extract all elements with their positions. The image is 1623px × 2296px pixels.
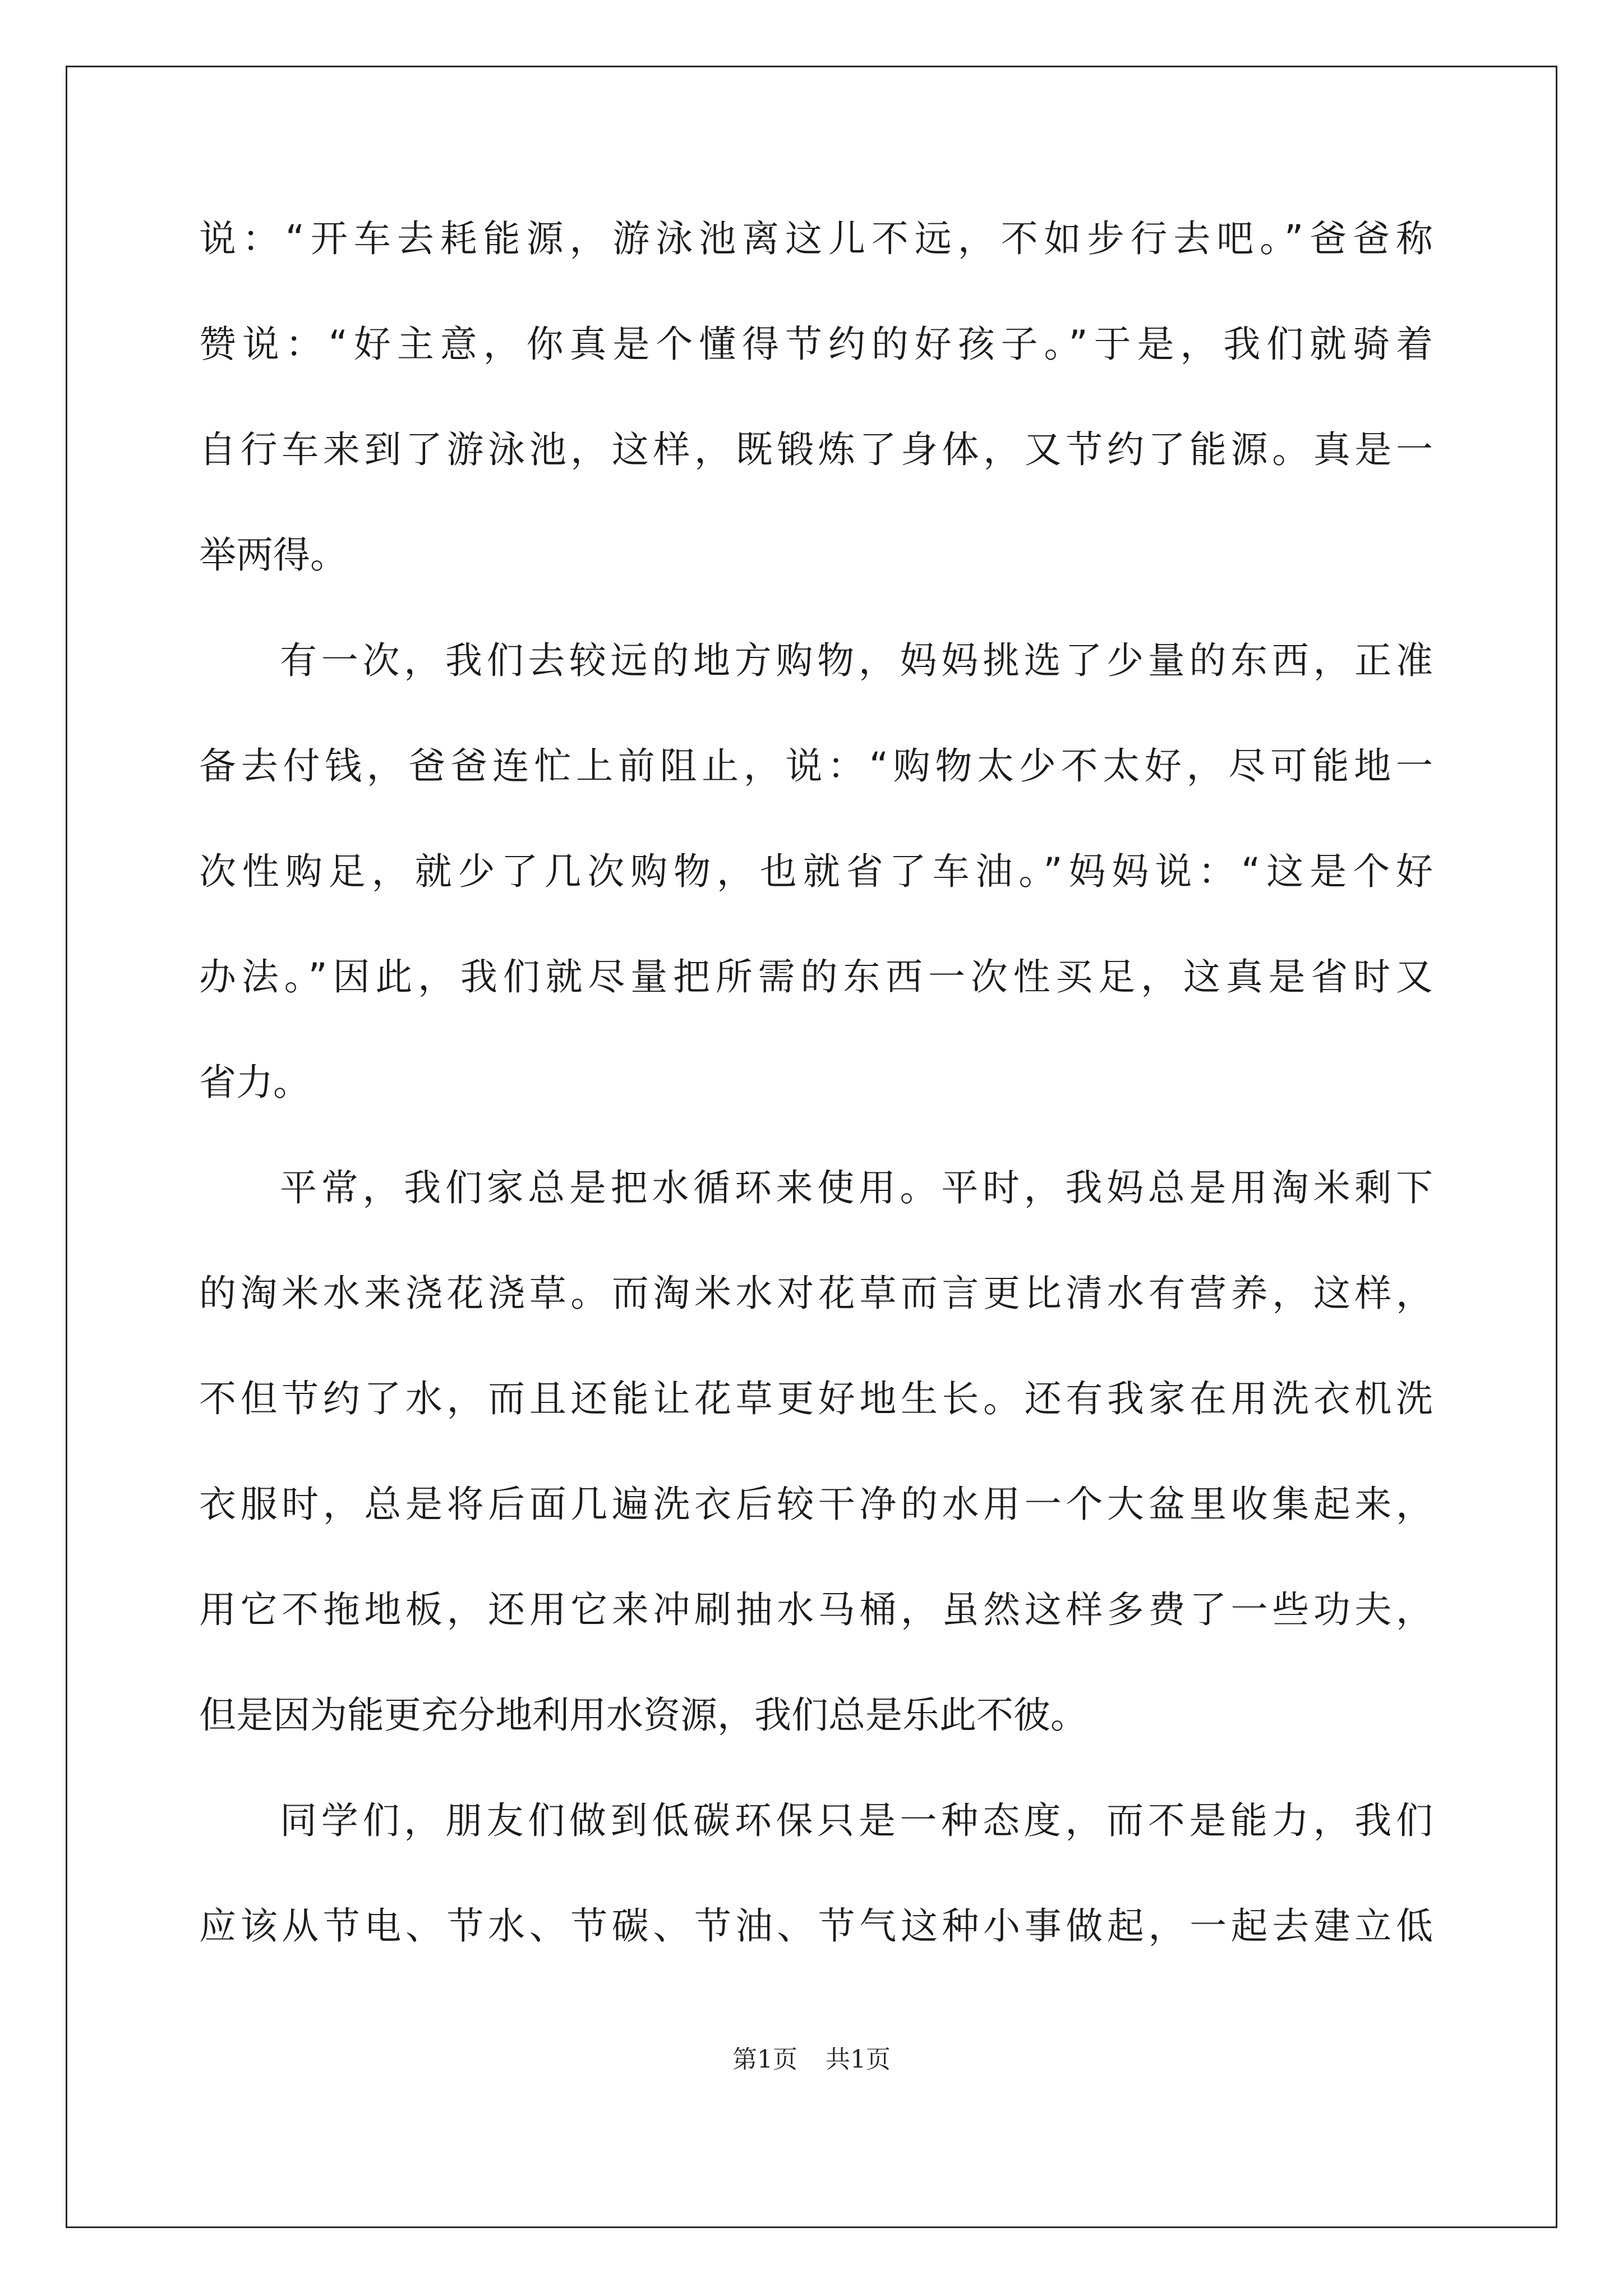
document-body — [199, 219, 1433, 2012]
text-line: 办法。”因此，我们就尽量把所需的东西一次性买足，这真是省时又 — [199, 955, 1433, 999]
page-footer — [0, 2039, 1623, 2075]
page-number: 第1页 — [732, 2045, 797, 2074]
text-line: 举两得。 — [199, 533, 347, 577]
text-line: 不但节约了水，而且还能让花草更好地生长。还有我家在用洗衣机洗 — [199, 1377, 1433, 1420]
text-line: 次性购足，就少了几次购物，也就省了车油。”妈妈说：“这是个好 — [199, 850, 1433, 893]
text-line: 同学们，朋友们做到低碳环保只是一种态度，而不是能力，我们 — [280, 1799, 1433, 1842]
text-line: 用它不拖地板，还用它来冲刷抽水马桶，虽然这样多费了一些功夫， — [199, 1588, 1433, 1631]
text-line: 自行车来到了游泳池，这样，既锻炼了身体，又节约了能源。真是一 — [199, 428, 1433, 471]
text-line: 说：“开车去耗能源，游泳池离这儿不远，不如步行去吧。”爸爸称 — [199, 217, 1433, 260]
text-line: 赞说：“好主意，你真是个懂得节约的好孩子。”于是，我们就骑着 — [199, 323, 1433, 366]
text-line: 省力。 — [199, 1061, 310, 1104]
text-line: 衣服时，总是将后面几遍洗衣后较干净的水用一个大盆里收集起来， — [199, 1483, 1433, 1526]
page-total: 共1页 — [826, 2045, 891, 2074]
text-line: 的淘米水来浇花浇草。而淘米水对花草而言更比清水有营养，这样， — [199, 1272, 1433, 1315]
text-line: 备去付钱，爸爸连忙上前阻止，说：“购物太少不太好，尽可能地一 — [199, 744, 1433, 788]
text-line: 平常，我们家总是把水循环来使用。平时，我妈总是用淘米剩下 — [280, 1166, 1433, 1209]
text-line: 有一次，我们去较远的地方购物，妈妈挑选了少量的东西，正准 — [280, 639, 1433, 682]
text-line: 但是因为能更充分地利用水资源，我们总是乐此不彼。 — [199, 1694, 1087, 1737]
text-line: 应该从节电、节水、节碳、节油、节气这种小事做起，一起去建立低 — [199, 1904, 1433, 1948]
